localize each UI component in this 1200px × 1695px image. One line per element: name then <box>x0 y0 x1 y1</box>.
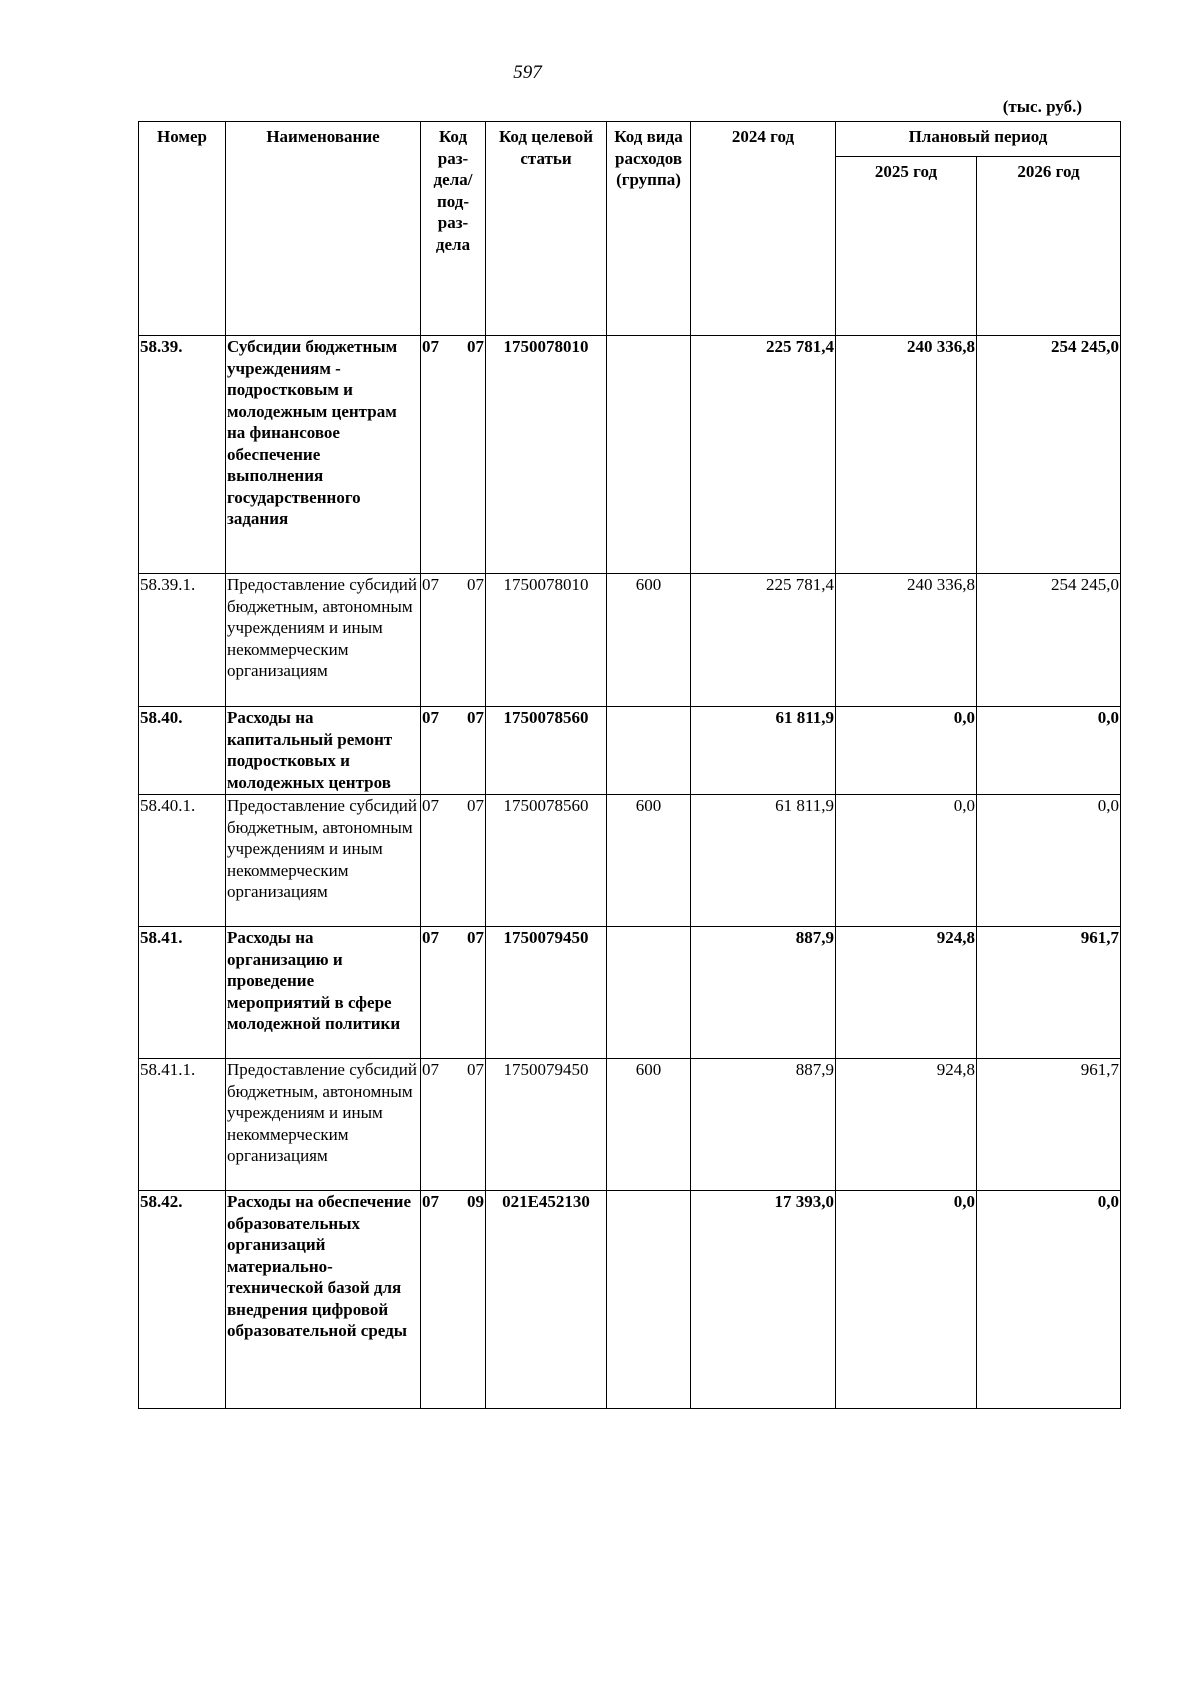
row-expense-type: 600 <box>607 795 691 927</box>
table-row <box>139 707 1121 795</box>
row-number: 58.39. <box>139 336 226 574</box>
row-name: Субсидии бюджетным учреждениям - подростковым и молодежным центрам на финансовое обеспечение выполнения государственного задания <box>226 336 421 574</box>
row-razdel <box>421 795 486 927</box>
row-rz: 07 <box>422 796 439 815</box>
row-number: 58.42. <box>139 1191 226 1409</box>
row-number: 58.39.1. <box>139 574 226 707</box>
row-name: Расходы на организацию и проведение мероприятий в сфере молодежной политики <box>226 927 421 1059</box>
row-prz: 07 <box>467 575 484 594</box>
row-name: Расходы на обеспечение образовательных организаций материально-технической базой для внедрения цифровой образовательной среды <box>226 1191 421 1409</box>
row-prz: 07 <box>467 796 484 815</box>
row-2024: 887,9 <box>691 927 836 1059</box>
row-rz: 07 <box>422 1060 439 1079</box>
row-razdel <box>421 1191 486 1409</box>
header-name: Наименование <box>226 122 421 336</box>
row-expense-type: 600 <box>607 574 691 707</box>
row-rz: 07 <box>422 708 439 727</box>
row-number: 58.40.1. <box>139 795 226 927</box>
row-prz: 07 <box>467 337 484 356</box>
row-2024: 887,9 <box>691 1059 836 1191</box>
row-2026: 961,7 <box>977 927 1121 1059</box>
row-prz: 07 <box>467 1060 484 1079</box>
page-number: 597 <box>513 62 542 83</box>
row-prz: 07 <box>467 708 484 727</box>
row-target: 1750078010 <box>486 336 607 574</box>
row-2026: 254 245,0 <box>977 574 1121 707</box>
row-2026: 0,0 <box>977 1191 1121 1409</box>
table-row <box>139 1059 1121 1191</box>
row-target: 1750079450 <box>486 1059 607 1191</box>
table-row <box>139 574 1121 707</box>
row-razdel <box>421 927 486 1059</box>
header-2026: 2026 год <box>977 157 1121 336</box>
row-expense-type <box>607 707 691 795</box>
row-prz: 07 <box>467 928 484 947</box>
row-2024: 17 393,0 <box>691 1191 836 1409</box>
row-2026: 0,0 <box>977 707 1121 795</box>
table-row <box>139 336 1121 574</box>
table-header <box>139 122 1121 336</box>
row-prz: 09 <box>467 1192 484 1211</box>
row-target: 1750078560 <box>486 707 607 795</box>
row-target: 1750078010 <box>486 574 607 707</box>
header-2025: 2025 год <box>836 157 977 336</box>
row-name: Предоставление субсидий бюджетным, автономным учреждениям и иным некоммерческим организациям <box>226 1059 421 1191</box>
row-2026: 961,7 <box>977 1059 1121 1191</box>
row-rz: 07 <box>422 1192 439 1211</box>
row-2026: 0,0 <box>977 795 1121 927</box>
table-row <box>139 1191 1121 1409</box>
row-number: 58.41.1. <box>139 1059 226 1191</box>
header-number: Номер <box>139 122 226 336</box>
row-razdel <box>421 1059 486 1191</box>
table-body <box>139 336 1121 1409</box>
row-name: Предоставление субсидий бюджетным, автономным учреждениям и иным некоммерческим организациям <box>226 795 421 927</box>
table-row <box>139 795 1121 927</box>
row-2024: 61 811,9 <box>691 707 836 795</box>
row-rz: 07 <box>422 928 439 947</box>
budget-table <box>138 121 1121 1409</box>
header-razdel: Код раз-дела/ под-раз-дела <box>421 122 486 336</box>
row-target: 021E452130 <box>486 1191 607 1409</box>
row-2025: 240 336,8 <box>836 574 977 707</box>
row-expense-type <box>607 927 691 1059</box>
row-rz: 07 <box>422 575 439 594</box>
row-expense-type: 600 <box>607 1059 691 1191</box>
row-target: 1750078560 <box>486 795 607 927</box>
row-2025: 240 336,8 <box>836 336 977 574</box>
row-name: Предоставление субсидий бюджетным, автономным учреждениям и иным некоммерческим организациям <box>226 574 421 707</box>
header-target: Код целевой статьи <box>486 122 607 336</box>
row-2025: 0,0 <box>836 1191 977 1409</box>
row-2025: 924,8 <box>836 927 977 1059</box>
row-rz: 07 <box>422 337 439 356</box>
row-number: 58.40. <box>139 707 226 795</box>
row-2024: 225 781,4 <box>691 336 836 574</box>
row-number: 58.41. <box>139 927 226 1059</box>
row-2026: 254 245,0 <box>977 336 1121 574</box>
header-planned-period: Плановый период <box>836 122 1121 157</box>
row-expense-type <box>607 1191 691 1409</box>
table-row <box>139 927 1121 1059</box>
row-2025: 0,0 <box>836 795 977 927</box>
row-2025: 0,0 <box>836 707 977 795</box>
header-2024: 2024 год <box>691 122 836 336</box>
row-razdel <box>421 707 486 795</box>
header-expense-type: Код вида расходов (группа) <box>607 122 691 336</box>
row-razdel <box>421 336 486 574</box>
row-razdel <box>421 574 486 707</box>
row-expense-type <box>607 336 691 574</box>
row-2024: 61 811,9 <box>691 795 836 927</box>
row-target: 1750079450 <box>486 927 607 1059</box>
row-name: Расходы на капитальный ремонт подростковых и молодежных центров <box>226 707 421 795</box>
units-label: (тыс. руб.) <box>1002 97 1082 116</box>
row-2024: 225 781,4 <box>691 574 836 707</box>
row-2025: 924,8 <box>836 1059 977 1191</box>
